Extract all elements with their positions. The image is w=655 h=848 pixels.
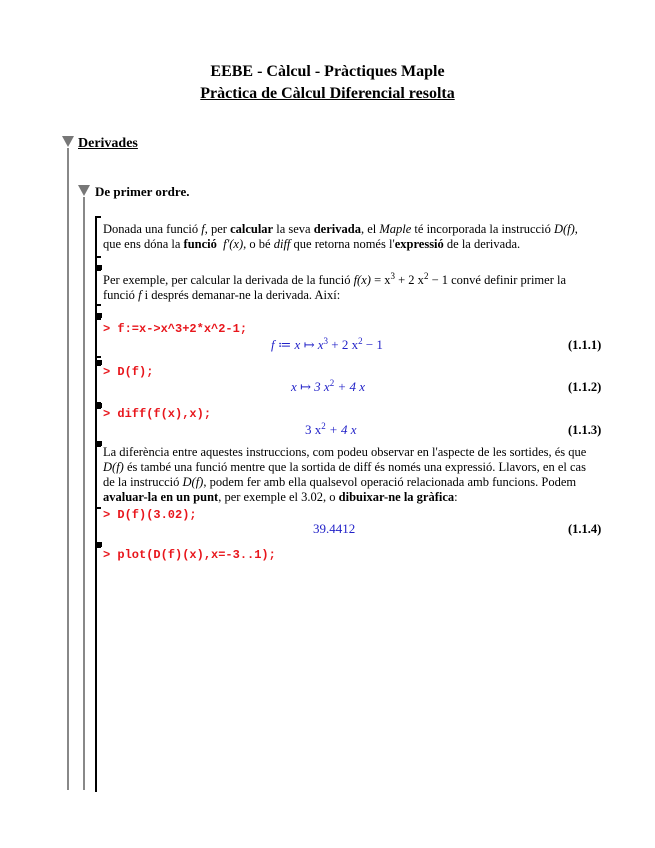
paragraph-example: Per exemple, per calcular la derivada de la funció $f(x) = x^3 + 2$ $x^2 - 1$ convé definir primer la funció f i després demanar-ne la derivada. Així: (103, 271, 567, 302)
execution-group-bracket (95, 318, 101, 358)
equation-label-4: (1.1.4) (568, 522, 602, 536)
paragraph-bracket (95, 269, 101, 306)
maple-input-plot[interactable]: > plot(D(f)(x),x=-3..1); (103, 548, 276, 562)
paragraph-intro: Donada una funció f, per calcular la seva derivada, el Maple té incorporada la instrucció D(f), que ens dóna la funció f'(x), o bé diff que retorna només l'expressió de la derivada. (103, 222, 578, 251)
execution-group-bracket (95, 546, 101, 792)
paragraph-bracket (95, 445, 101, 509)
execution-group-bracket (95, 507, 101, 545)
execution-group-bracket (95, 364, 101, 404)
maple-input-derivative[interactable]: > D(f); (103, 365, 154, 379)
maple-output-2: x ↦ 3 $x^2 + 4$ x (291, 378, 365, 394)
maple-output-1: f ≔ x ↦ $x^3 + 2$ $x^2 - 1$ (271, 336, 383, 352)
maple-output-4: 39.4412 (313, 521, 356, 536)
maple-input-define-f[interactable]: > f:=x->x^3+2*x^2-1; (103, 322, 248, 336)
document-subtitle: Pràctica de Càlcul Diferencial resolta (200, 85, 455, 102)
document-title: EEBE - Càlcul - Pràctiques Maple (210, 63, 445, 80)
equation-label-2: (1.1.2) (568, 380, 602, 394)
paragraph-comparison: La diferència entre aquestes instruccions, com podeu observar en l'aspecte de les sortides, és que D(f) és també una funció mentre que la sortida de diff és només una expressió. Llavors, en el cas de la instrucció D(f), podem fer amb ella qualsevol operació relacionada amb funcions. Podem avaluar-la en un punt, per exemple el 3.02, o dibuixar-ne la gràfica: (103, 445, 587, 504)
section-bracket-line (67, 148, 69, 790)
equation-label-1: (1.1.1) (568, 338, 602, 352)
maple-input-diff[interactable]: > diff(f(x),x); (103, 407, 212, 421)
section-collapse-icon[interactable] (62, 136, 74, 147)
paragraph-bracket (95, 216, 101, 258)
section-heading: Derivades (78, 136, 138, 151)
subsection-heading: De primer ordre. (95, 184, 190, 199)
subsection-collapse-icon[interactable] (78, 185, 90, 196)
maple-output-3: 3 $x^2 + 4$ x (305, 421, 357, 437)
subsection-bracket-line (83, 197, 85, 790)
equation-label-3: (1.1.3) (568, 423, 602, 437)
maple-input-evaluate[interactable]: > D(f)(3.02); (103, 508, 197, 522)
